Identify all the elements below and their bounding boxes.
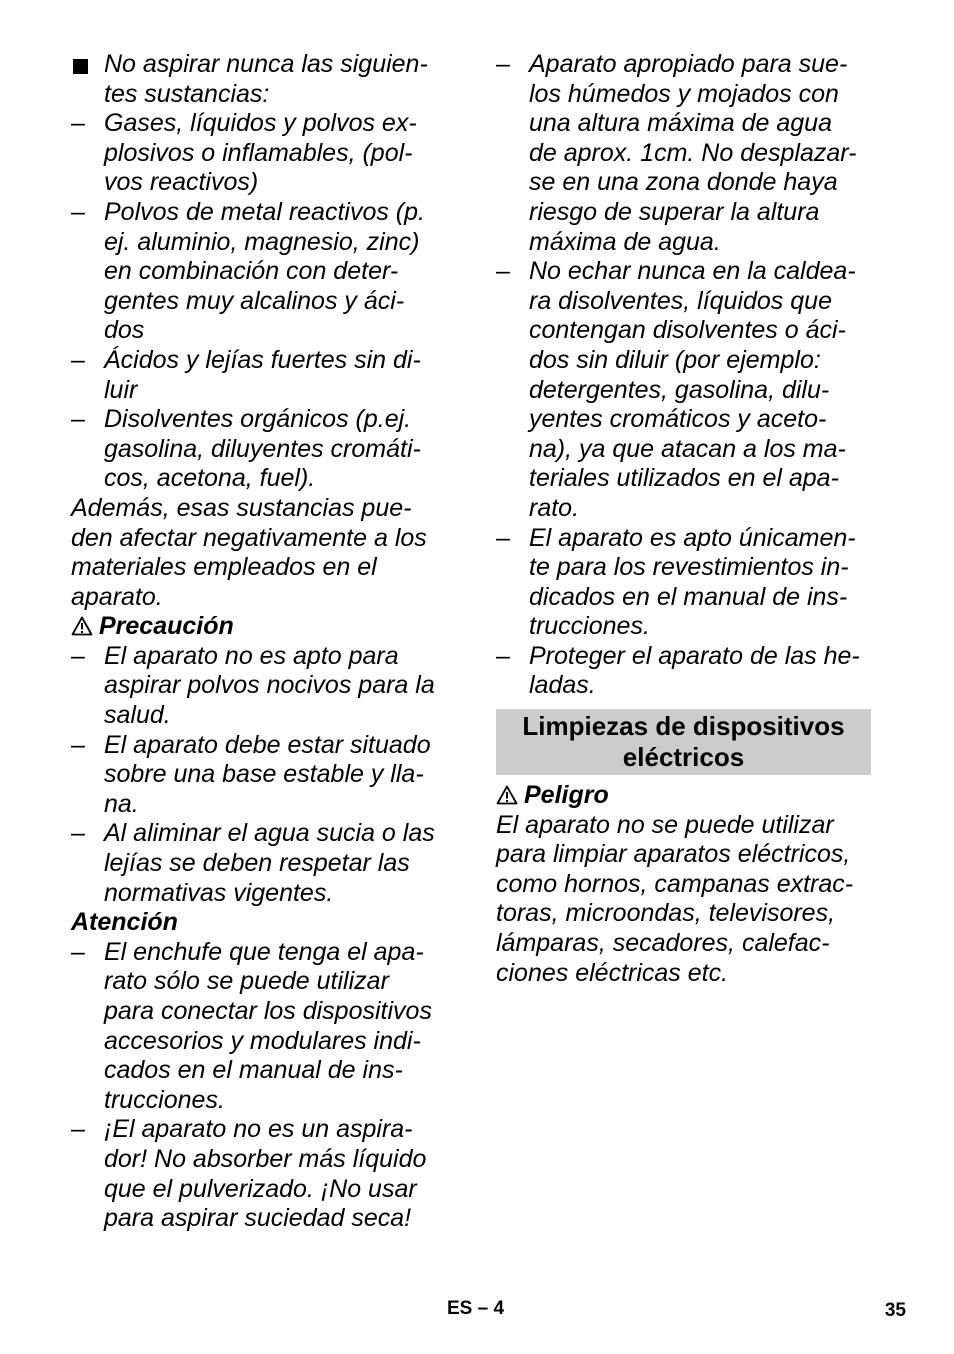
dash-marker: – (71, 1115, 85, 1144)
dash-marker: – (71, 641, 85, 670)
page-number: 35 (884, 1300, 906, 1321)
list-item: – Proteger el aparato de las he- ladas. (496, 641, 860, 700)
list-item: – El enchufe que tenga el apa- rato sólo se puede utilizar para conectar los dispositivos accesorios y modulares indi- cados en el manual de ins- trucciones. (71, 937, 432, 1114)
list-item: – No echar nunca en la caldea- ra disolventes, líquidos que contengan disolventes o áci- dos sin diluir (por ejemplo: detergentes, gasolina, dilu- yentes cromáticos y aceto- na), ya que atacan a los ma- teriales utilizados en el apa- rato. (496, 257, 856, 522)
intro-item (71, 50, 461, 109)
right-column (496, 50, 886, 988)
dash-marker: – (71, 819, 85, 848)
left-column (71, 50, 461, 1234)
list-item: – Polvos de metal reactivos (p. ej. aluminio, magnesio, zinc) en combinación con deter- gentes muy alcalinos y áci- dos (71, 197, 425, 345)
dash-marker: – (71, 345, 85, 374)
intro-text: No aspirar nunca las siguien- tes sustancias: (104, 50, 428, 108)
list-item: – Gases, líquidos y polvos ex- plosivos o inflamables, (pol- vos reactivos) (71, 109, 417, 197)
dash-marker: – (496, 641, 510, 670)
dash-marker: – (71, 405, 85, 434)
dash-marker: – (71, 730, 85, 759)
warning-triangle-icon (496, 785, 518, 805)
section-title: Limpiezas de dispositivos eléctricos (496, 709, 871, 775)
list-item: – El aparato no es apto para aspirar polvos nocivos para la salud. (71, 641, 435, 730)
list-item: – Aparato apropiado para sue- los húmedos y mojados con una altura máxima de agua de aprox. 1cm. No desplazar- se en una zona donde haya riesgo de superar la altura máxima de agua. (496, 50, 857, 256)
list-item: – Disolventes orgánicos (p.ej. gasolina, diluyentes cromáti- cos, acetona, fuel). (71, 405, 421, 493)
attention-heading: Atención (71, 908, 178, 937)
list-item: – Ácidos y lejías fuertes sin di- luir (71, 345, 421, 404)
footer-section-label: ES – 4 (447, 1298, 505, 1319)
caution-heading: Precaución (71, 612, 461, 642)
dash-marker: – (496, 50, 510, 78)
dash-marker: – (71, 937, 85, 966)
dash-marker: – (496, 523, 510, 552)
list-item: – El aparato debe estar situado sobre una base estable y lla- na. (71, 730, 431, 818)
danger-text: El aparato no se puede utilizar para limpiar aparatos eléctricos, como hornos, campanas extrac- toras, microondas, televisores, lámparas, secadores, calefac- ciones eléctricas etc. (496, 810, 854, 987)
square-bullet-icon (73, 59, 88, 74)
list-item: – Al aliminar el agua sucia o las lejías se deben respetar las normativas vigentes. (71, 819, 435, 907)
substances-paragraph: Además, esas sustancias pue- den afectar negativamente a los materiales empleados en el aparato. (71, 493, 427, 611)
dash-marker: – (496, 257, 510, 286)
list-item: – ¡El aparato no es un aspira- dor! No absorber más líquido que el pulverizado. ¡No usar para aspirar suciedad seca! (71, 1115, 427, 1233)
list-item: – El aparato es apto únicamen- te para los revestimientos in- dicados en el manual de ins- trucciones. (496, 523, 856, 641)
dash-marker: – (71, 197, 85, 226)
dash-marker: – (71, 109, 85, 138)
danger-heading: Peligro (496, 781, 886, 811)
warning-triangle-icon (71, 616, 93, 636)
